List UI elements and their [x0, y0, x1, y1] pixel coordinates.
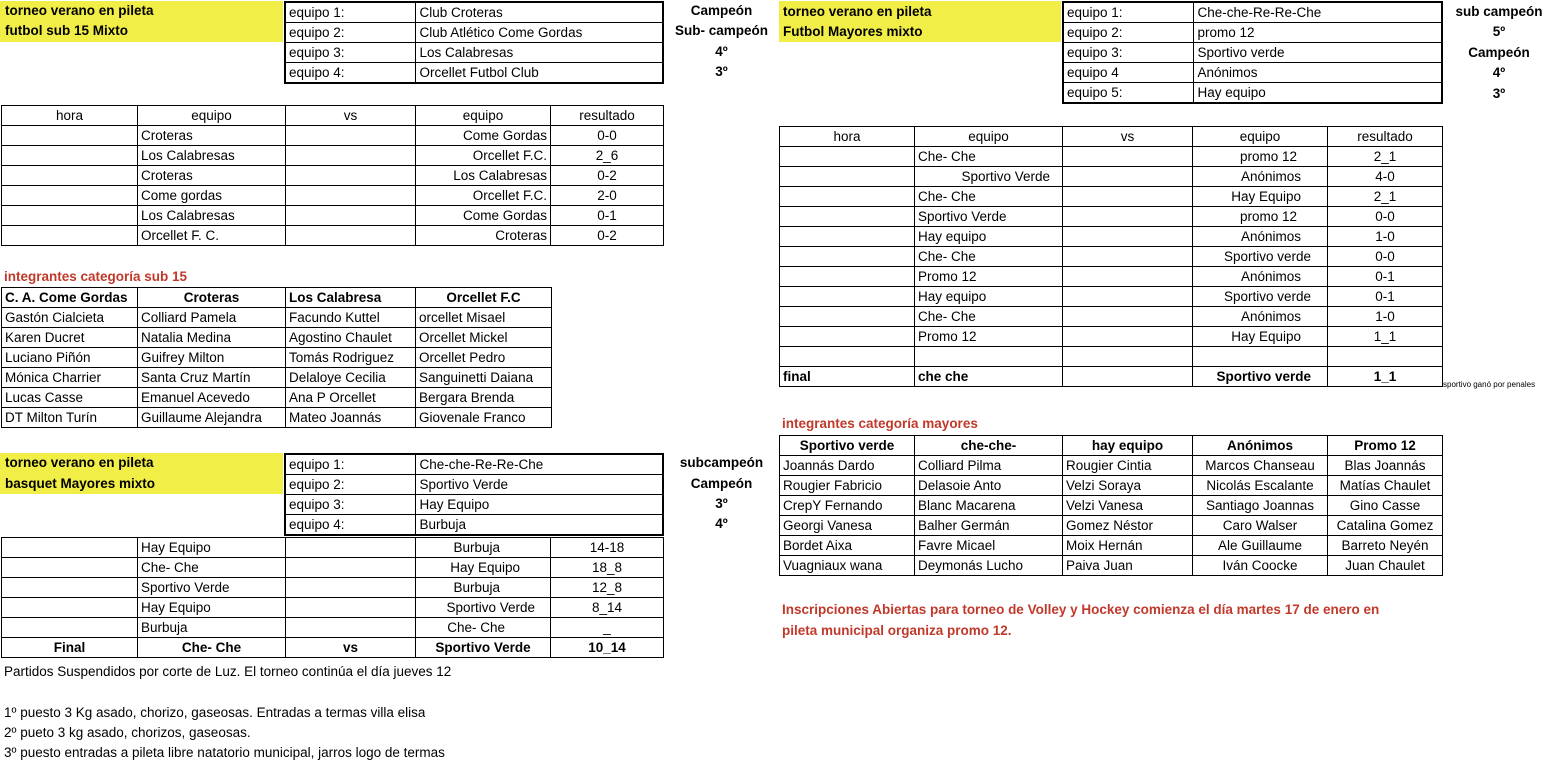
team-place: subcampeón — [679, 455, 764, 470]
team-place: 3º — [715, 496, 728, 511]
table-row — [2, 206, 664, 226]
team-b: Hay Equipo — [1193, 187, 1328, 207]
table-row — [2, 348, 552, 368]
table-row — [780, 287, 1443, 307]
score: 14-18 — [551, 538, 664, 558]
sub15-roster-table — [1, 287, 552, 428]
table-row — [2, 226, 664, 246]
player: orcellet Misael — [416, 308, 552, 328]
table-row — [2, 578, 664, 598]
player: Bergara Brenda — [416, 388, 552, 408]
col-hora: hora — [2, 106, 138, 126]
sub15-matches-table — [1, 105, 664, 246]
roster-header: Anónimos — [1193, 436, 1328, 456]
team-label: equipo 3: — [285, 43, 415, 63]
player: Gino Casse — [1328, 496, 1443, 516]
table-row — [780, 556, 1443, 576]
table-row — [2, 146, 664, 166]
team-a: Los Calabresas — [138, 206, 286, 226]
player: Emanuel Acevedo — [138, 388, 286, 408]
col-equipo: equipo — [138, 106, 286, 126]
team-label: equipo 3: — [285, 495, 415, 515]
score: 18_8 — [551, 558, 664, 578]
team-place: Campeón — [690, 476, 753, 491]
col-equipo: equipo — [1193, 127, 1328, 147]
roster-header: che-che- — [915, 436, 1063, 456]
score: 0-0 — [551, 126, 664, 146]
team-name: Hay Equipo — [415, 495, 663, 515]
team-b: promo 12 — [1193, 147, 1328, 167]
team-b: Hay Equipo — [1193, 327, 1328, 347]
score: 0-2 — [551, 226, 664, 246]
team-a: Che- Che — [138, 558, 286, 578]
player: Gomez Néstor — [1063, 516, 1193, 536]
team-place: sub campeón — [1455, 4, 1543, 19]
table-row — [780, 456, 1443, 476]
mayores-matches-table — [779, 126, 1443, 387]
team-name: Sportivo Verde — [415, 475, 663, 495]
team-name: Sportivo verde — [1193, 43, 1442, 63]
player: Blas Joannás — [1328, 456, 1443, 476]
team-label: equipo 1: — [1063, 2, 1193, 23]
final-team-b: Sportivo verde — [1193, 367, 1328, 387]
player: Favre Micael — [915, 536, 1063, 556]
player: Mónica Charrier — [2, 368, 138, 388]
roster-header: Orcellet F.C — [416, 288, 552, 308]
player: Barreto Neyén — [1328, 536, 1443, 556]
team-name: Club Croteras — [415, 2, 663, 23]
team-label: equipo 4: — [285, 63, 415, 84]
score: 2_1 — [1328, 147, 1443, 167]
mayores-roster-table — [779, 435, 1443, 576]
sub15-teams-table — [284, 1, 664, 84]
player: Joannás Dardo — [780, 456, 915, 476]
player: Guifrey Milton — [138, 348, 286, 368]
player: Mateo Joannás — [286, 408, 416, 428]
announcement-line: Inscripciones Abiertas para torneo de Volley y Hockey comienza el día martes 17 de enero en — [782, 602, 1380, 617]
basquet-matches-table — [1, 537, 664, 658]
team-place: Campeón — [1468, 45, 1530, 60]
team-place: 3º — [715, 64, 728, 79]
table-row — [780, 267, 1443, 287]
table-row — [780, 536, 1443, 556]
team-place: 4º — [1492, 65, 1506, 80]
player: Paiva Juan — [1063, 556, 1193, 576]
team-place: Sub- campeón — [674, 23, 768, 38]
basquet-title-line1: torneo verano en pileta — [5, 455, 154, 470]
table-row — [780, 327, 1443, 347]
team-a: Hay Equipo — [138, 538, 286, 558]
score: 0-0 — [1328, 247, 1443, 267]
player: Rougier Cintia — [1063, 456, 1193, 476]
player: Balher Germán — [915, 516, 1063, 536]
team-b: Orcellet F.C. — [416, 146, 551, 166]
team-a: Hay Equipo — [138, 598, 286, 618]
mayores-roster-title: integrantes categoría mayores — [782, 416, 978, 431]
player: Juan Chaulet — [1328, 556, 1443, 576]
table-row-empty — [780, 347, 1443, 367]
sub15-roster-title: integrantes categoría sub 15 — [4, 269, 188, 284]
team-b: Come Gordas — [416, 206, 551, 226]
player: Tomás Rodriguez — [286, 348, 416, 368]
player: Deymonás Lucho — [915, 556, 1063, 576]
player: Velzi Vanesa — [1063, 496, 1193, 516]
score: 8_14 — [551, 598, 664, 618]
player: Santiago Joannas — [1193, 496, 1328, 516]
player: Santa Cruz Martín — [138, 368, 286, 388]
table-row — [2, 368, 552, 388]
score: 0-1 — [1328, 267, 1443, 287]
sub15-title-line2: futbol sub 15 Mixto — [5, 23, 128, 38]
prize-note: 1º puesto 3 Kg asado, chorizo, gaseosas. Entradas a termas villa elisa — [4, 705, 426, 720]
player: Gastón Cialcieta — [2, 308, 138, 328]
player: Matías Chaulet — [1328, 476, 1443, 496]
score: 4-0 — [1328, 167, 1443, 187]
team-name: Anónimos — [1193, 63, 1442, 83]
team-a: Promo 12 — [915, 267, 1063, 287]
table-row — [2, 598, 664, 618]
team-name: promo 12 — [1193, 23, 1442, 43]
team-a: Los Calabresas — [138, 146, 286, 166]
table-row — [780, 516, 1443, 536]
basquet-title-line2: basquet Mayores mixto — [5, 476, 156, 491]
table-row — [2, 308, 552, 328]
team-name: Hay equipo — [1193, 83, 1442, 104]
player: Catalina Gomez — [1328, 516, 1443, 536]
team-label: equipo 5: — [1063, 83, 1193, 104]
table-row-final — [780, 367, 1443, 387]
player: DT Milton Turín — [2, 408, 138, 428]
player: Karen Ducret — [2, 328, 138, 348]
col-equipo: equipo — [915, 127, 1063, 147]
table-row — [2, 388, 552, 408]
team-b: promo 12 — [1193, 207, 1328, 227]
team-label: equipo 1: — [285, 454, 415, 475]
mayores-title-line2: Futbol Mayores mixto — [783, 24, 923, 39]
table-row — [780, 227, 1443, 247]
player: Natalia Medina — [138, 328, 286, 348]
table-row — [780, 476, 1443, 496]
roster-header: Croteras — [138, 288, 286, 308]
player: Vuagniaux wana — [780, 556, 915, 576]
table-row — [780, 167, 1443, 187]
mayores-teams-table — [1062, 1, 1443, 104]
mayores-title-line1: torneo verano en pileta — [783, 4, 932, 19]
team-b: Anónimos — [1193, 267, 1328, 287]
player: Orcellet Mickel — [416, 328, 552, 348]
team-a: Come gordas — [138, 186, 286, 206]
team-a: Hay equipo — [915, 287, 1063, 307]
team-b: Come Gordas — [416, 126, 551, 146]
team-a: Che- Che — [915, 307, 1063, 327]
team-b: Sportivo Verde — [416, 598, 551, 618]
prize-note: 2º pueto 3 kg asado, chorizos, gaseosas. — [4, 725, 251, 740]
player: Sanguinetti Daiana — [416, 368, 552, 388]
table-row — [2, 618, 664, 638]
team-name: Che-che-Re-Re-Che — [415, 454, 663, 475]
team-name: Che-che-Re-Re-Che — [1193, 2, 1442, 23]
table-row — [2, 186, 664, 206]
basquet-teams-table — [284, 453, 664, 536]
player: Bordet Aixa — [780, 536, 915, 556]
score: 2_6 — [551, 146, 664, 166]
table-row — [780, 147, 1443, 167]
player: Delaloye Cecilia — [286, 368, 416, 388]
team-b: Anónimos — [1193, 307, 1328, 327]
player: CrepY Fernando — [780, 496, 915, 516]
team-b: Sportivo verde — [1193, 287, 1328, 307]
team-a: Croteras — [138, 126, 286, 146]
table-row — [2, 126, 664, 146]
team-label: equipo 2: — [285, 475, 415, 495]
team-b: Anónimos — [1193, 227, 1328, 247]
team-a: Croteras — [138, 166, 286, 186]
player: Giovenale Franco — [416, 408, 552, 428]
team-a: Burbuja — [138, 618, 286, 638]
team-label: equipo 2: — [1063, 23, 1193, 43]
col-equipo: equipo — [416, 106, 551, 126]
table-row — [2, 408, 552, 428]
team-a: Sportivo Verde — [915, 207, 1063, 227]
player: Luciano Piñón — [2, 348, 138, 368]
player: Guillaume Alejandra — [138, 408, 286, 428]
team-b: Burbuja — [416, 538, 551, 558]
team-a: Sportivo Verde — [915, 167, 1063, 187]
score: 12_8 — [551, 578, 664, 598]
table-row — [2, 328, 552, 348]
player: Facundo Kuttel — [286, 308, 416, 328]
team-b: Burbuja — [416, 578, 551, 598]
player: Agostino Chaulet — [286, 328, 416, 348]
player: Georgi Vanesa — [780, 516, 915, 536]
col-vs: vs — [286, 106, 416, 126]
final-team-a: Che- Che — [138, 638, 286, 658]
team-b: Anónimos — [1193, 167, 1328, 187]
team-place: 3º — [1492, 86, 1506, 101]
announcement-line: pileta municipal organiza promo 12. — [782, 623, 1012, 638]
team-name: Los Calabresas — [415, 43, 663, 63]
roster-header: Promo 12 — [1328, 436, 1443, 456]
player: Nicolás Escalante — [1193, 476, 1328, 496]
score: 0-1 — [551, 206, 664, 226]
player: Ale Guillaume — [1193, 536, 1328, 556]
table-row — [780, 247, 1443, 267]
table-row — [780, 307, 1443, 327]
table-row — [2, 538, 664, 558]
final-note: sportivo ganó por penales — [1443, 380, 1536, 389]
team-place: 5º — [1492, 24, 1506, 39]
team-b: Sportivo verde — [1193, 247, 1328, 267]
col-resultado: resultado — [1328, 127, 1443, 147]
roster-header: Los Calabresa — [286, 288, 416, 308]
table-row — [2, 166, 664, 186]
team-b: Orcellet F.C. — [416, 186, 551, 206]
col-resultado: resultado — [551, 106, 664, 126]
prize-note: 3º puesto entradas a pileta libre natatorio municipal, jarros logo de termas — [4, 745, 445, 760]
team-a: Promo 12 — [915, 327, 1063, 347]
player: Moix Hernán — [1063, 536, 1193, 556]
sub15-title-line1: torneo verano en pileta — [5, 3, 154, 18]
team-name: Club Atlético Come Gordas — [415, 23, 663, 43]
player: Blanc Macarena — [915, 496, 1063, 516]
score: 0-1 — [1328, 287, 1443, 307]
table-row — [2, 558, 664, 578]
final-team-a: che che — [915, 367, 1063, 387]
score: _ — [551, 618, 664, 638]
player: Iván Coocke — [1193, 556, 1328, 576]
table-row — [780, 187, 1443, 207]
score: 1-0 — [1328, 307, 1443, 327]
team-place: Campeón — [690, 3, 753, 18]
player: Colliard Pilma — [915, 456, 1063, 476]
roster-header: Sportivo verde — [780, 436, 915, 456]
player: Orcellet Pedro — [416, 348, 552, 368]
basquet-note: Partidos Suspendidos por corte de Luz. El torneo continúa el día jueves 12 — [4, 664, 452, 679]
roster-header: hay equipo — [1063, 436, 1193, 456]
player: Marcos Chanseau — [1193, 456, 1328, 476]
team-b: Croteras — [416, 226, 551, 246]
final-label: Final — [2, 638, 138, 658]
team-place: 4º — [715, 516, 728, 531]
score: 2_1 — [1328, 187, 1443, 207]
final-team-b: Sportivo Verde — [416, 638, 551, 658]
final-vs: vs — [286, 638, 416, 658]
table-row — [780, 207, 1443, 227]
player: Ana P Orcellet — [286, 388, 416, 408]
col-vs: vs — [1063, 127, 1193, 147]
team-label: equipo 4: — [285, 515, 415, 536]
final-score: 1_1 — [1328, 367, 1443, 387]
score: 1-0 — [1328, 227, 1443, 247]
player: Rougier Fabricio — [780, 476, 915, 496]
team-b: Che- Che — [416, 618, 551, 638]
team-a: Che- Che — [915, 247, 1063, 267]
team-b: Hay Equipo — [416, 558, 551, 578]
team-a: Hay equipo — [915, 227, 1063, 247]
score: 0-2 — [551, 166, 664, 186]
final-score: 10_14 — [551, 638, 664, 658]
team-place: 4º — [715, 44, 728, 59]
roster-header: C. A. Come Gordas — [2, 288, 138, 308]
team-name: Burbuja — [415, 515, 663, 536]
score: 1_1 — [1328, 327, 1443, 347]
player: Velzi Soraya — [1063, 476, 1193, 496]
team-a: Sportivo Verde — [138, 578, 286, 598]
team-label: equipo 4 — [1063, 63, 1193, 83]
score: 2-0 — [551, 186, 664, 206]
player: Delasoie Anto — [915, 476, 1063, 496]
col-hora: hora — [780, 127, 915, 147]
team-b: Los Calabresas — [416, 166, 551, 186]
team-a: Orcellet F. C. — [138, 226, 286, 246]
player: Lucas Casse — [2, 388, 138, 408]
team-a: Che- Che — [915, 147, 1063, 167]
player: Colliard Pamela — [138, 308, 286, 328]
player: Caro Walser — [1193, 516, 1328, 536]
final-label: final — [780, 367, 915, 387]
team-label: equipo 2: — [285, 23, 415, 43]
table-row-final — [2, 638, 664, 658]
team-name: Orcellet Futbol Club — [415, 63, 663, 84]
team-label: equipo 3: — [1063, 43, 1193, 63]
team-label: equipo 1: — [285, 2, 415, 23]
table-row — [780, 496, 1443, 516]
score: 0-0 — [1328, 207, 1443, 227]
team-a: Che- Che — [915, 187, 1063, 207]
